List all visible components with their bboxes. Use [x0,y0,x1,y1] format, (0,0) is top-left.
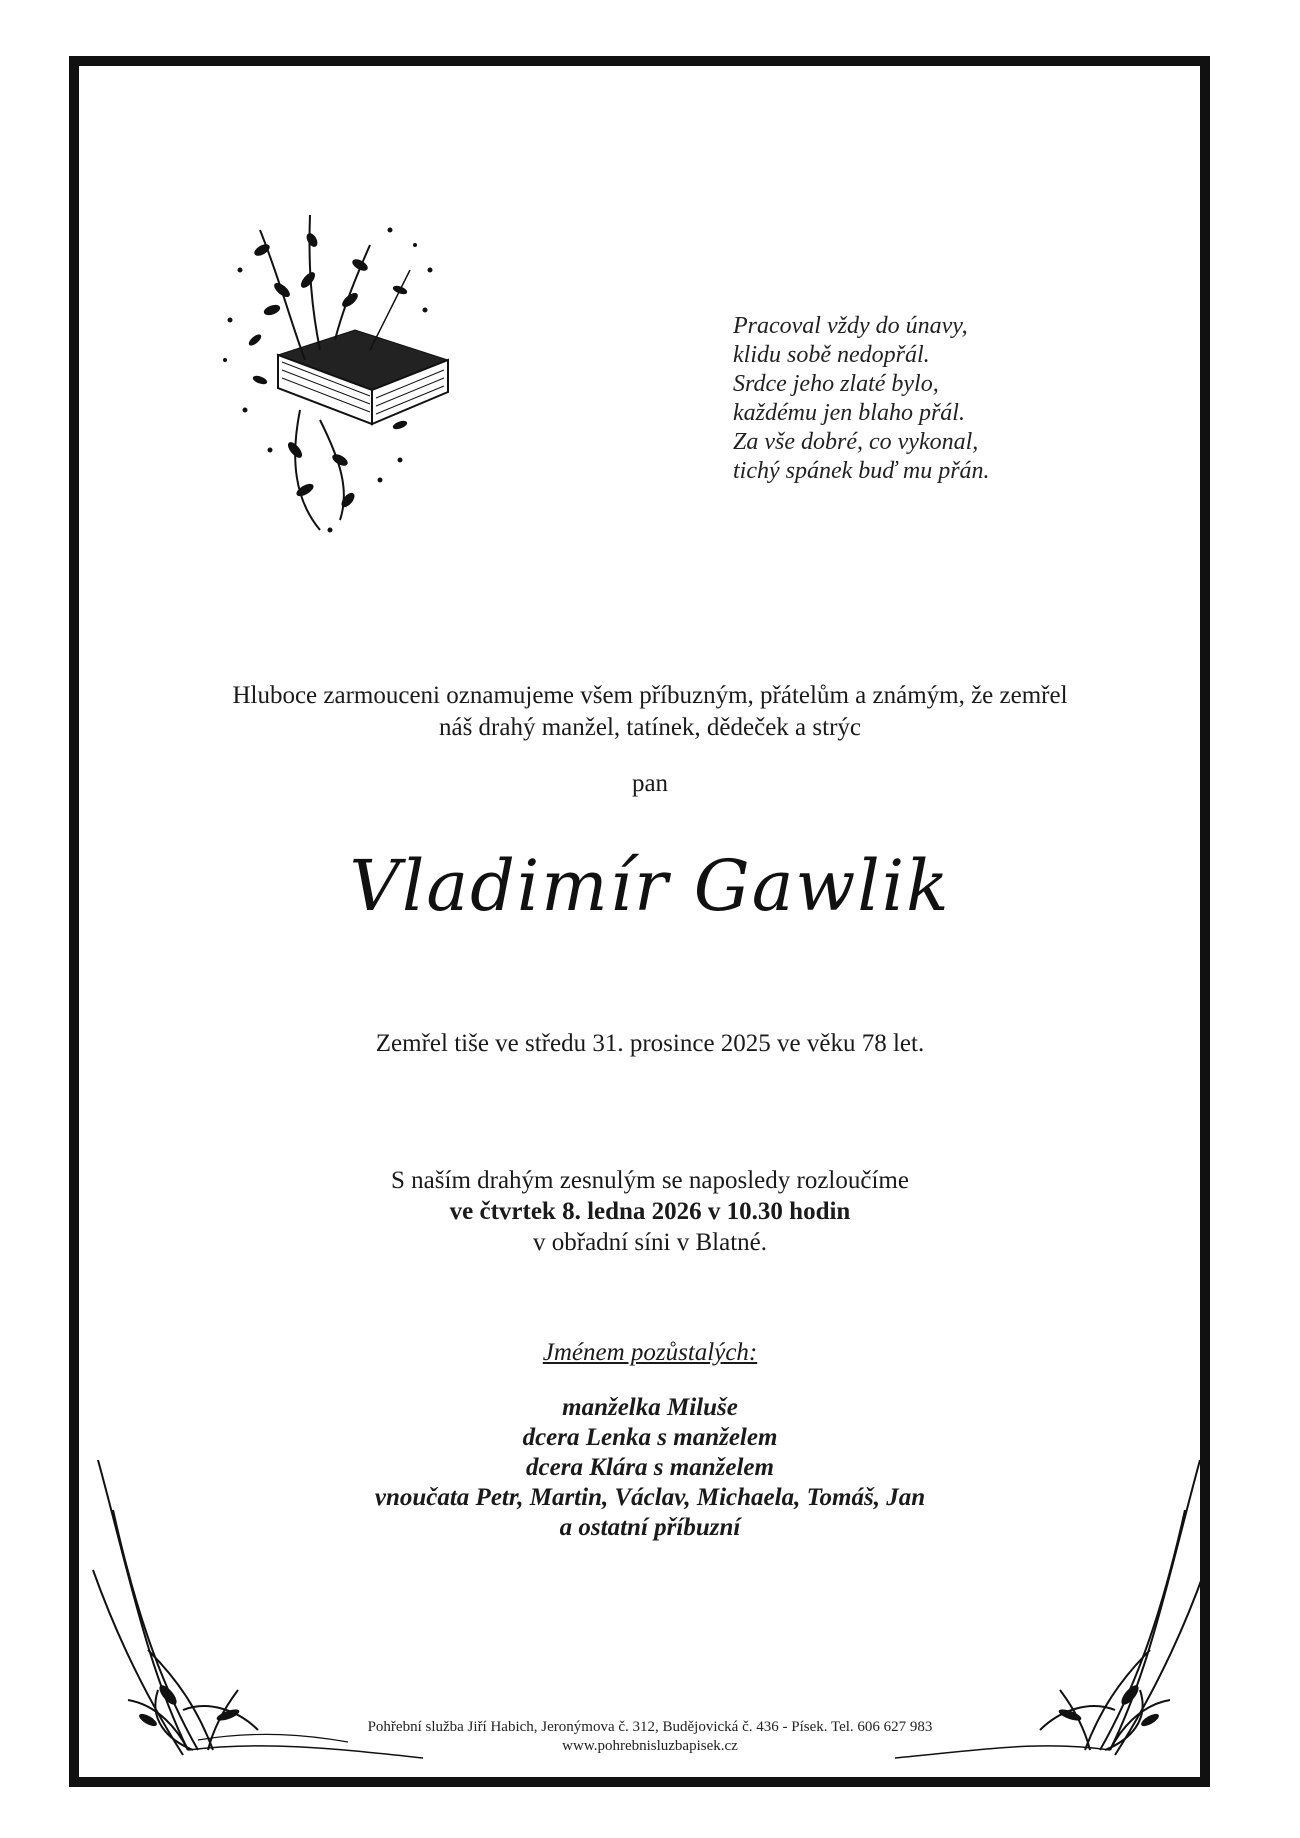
mourner-line: manželka Miluše [562,1394,738,1421]
farewell-date: ve čtvrtek 8. ledna 2026 v 10.30 hodin [449,1198,851,1225]
announcement [0,680,1300,744]
mourner-line: a ostatní příbuzní [559,1514,741,1541]
mourner-line: dcera Lenka s manželem [522,1424,778,1451]
poem-line: každému jen blaho přál. [733,400,965,426]
poem-line: Pracoval vždy do únavy, [733,313,968,339]
book-flowers-ornament [200,210,450,540]
mourner-line: dcera Klára s manželem [526,1454,774,1481]
mourner-line: vnoučata Petr, Martin, Václav, Michaela, Tomáš, Jan [374,1484,926,1511]
farewell-place: v obřadní síni v Blatné. [533,1229,767,1256]
poem-line: klidu sobě nedopřál. [733,342,930,368]
salutation: pan [631,770,669,797]
poem-line: Srdce jeho zlaté bylo, [733,371,939,397]
memorial-poem [733,312,1093,486]
deceased-name: Vladimír Gawlik [349,845,951,927]
announcement-line: Hluboce zarmouceni oznamujeme všem příbuzným, přátelům a známým, že zemřel [232,682,1068,709]
poem-line: Za vše dobré, co vykonal, [733,429,979,455]
mourners-title: Jménem pozůstalých: [542,1339,758,1366]
footer-address: Pohřební služba Jiří Habich, Jeronýmova č. 312, Budějovická č. 436 - Písek. Tel. 606 627 983 [367,1719,933,1735]
farewell-line: S naším drahým zesnulým se naposledy rozloučíme [391,1167,909,1194]
poem-line: tichý spánek buď mu přán. [733,458,990,484]
footer-website: www.pohrebnisluzbapisek.cz [562,1738,738,1754]
farewell-info [0,1165,1300,1258]
funeral-service-footer [0,1718,1300,1756]
death-notice: Zemřel tiše ve středu 31. prosince 2025 ve věku 78 let. [375,1030,925,1057]
announcement-line: náš drahý manžel, tatínek, dědeček a strýc [438,714,862,741]
